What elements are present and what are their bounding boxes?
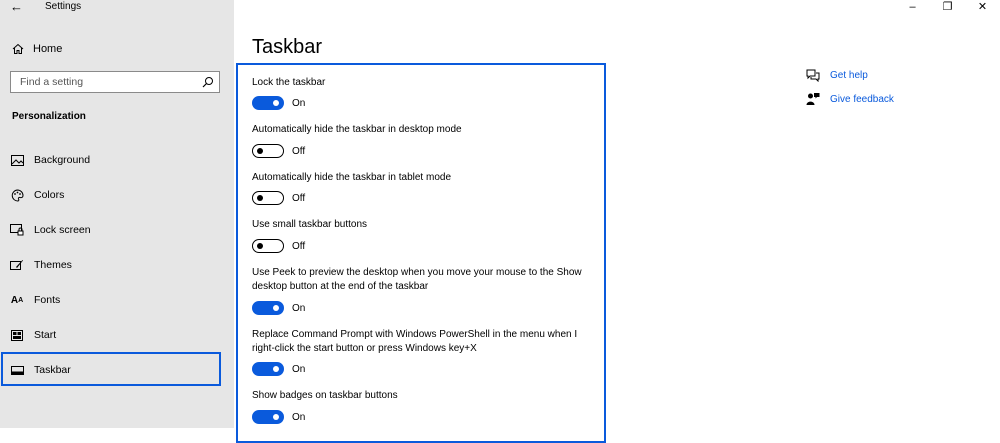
give-feedback-label: Give feedback	[830, 93, 894, 105]
search-input[interactable]	[20, 76, 200, 88]
toggle-lock-taskbar[interactable]	[252, 96, 284, 110]
get-help-label: Get help	[830, 70, 868, 81]
toggle-knob	[257, 243, 263, 249]
toggle-state-powershell: On	[292, 364, 306, 375]
give-feedback-link[interactable]	[806, 92, 894, 106]
sidebar-item-themes[interactable]	[10, 255, 72, 275]
setting-label-powershell: Replace Command Prompt with Windows PowerShell in the menu when I right-click the start button or press Windows key+X	[252, 329, 578, 354]
sidebar-item-label: Background	[34, 154, 91, 166]
toggle-state-peek: On	[292, 303, 306, 314]
setting-label-autohide-desktop: Automatically hide the taskbar in desktop mode	[252, 124, 462, 135]
search-icon[interactable]	[202, 76, 214, 88]
toggle-badges[interactable]	[252, 410, 284, 424]
toggle-powershell[interactable]	[252, 362, 284, 376]
toggle-state-autohide-tablet: Off	[292, 193, 306, 204]
toggle-knob	[257, 195, 263, 201]
sidebar-item-background[interactable]	[10, 150, 90, 170]
sidebar-item-label: Fonts	[34, 294, 61, 306]
page-title: Taskbar	[252, 36, 323, 58]
search-box[interactable]	[10, 71, 220, 93]
back-arrow-icon[interactable]: ←	[10, 0, 23, 14]
toggle-state-badges: On	[292, 412, 306, 423]
toggle-autohide-desktop[interactable]	[252, 144, 284, 158]
sidebar-item-label: Start	[34, 329, 57, 341]
setting-label-peek: Use Peek to preview the desktop when you move your mouse to the Show desktop button at the end of the taskbar	[252, 267, 582, 292]
toggle-peek[interactable]	[252, 301, 284, 315]
sidebar-item-start[interactable]	[10, 325, 56, 345]
toggle-knob	[273, 305, 279, 311]
home-icon	[12, 43, 24, 55]
toggle-knob	[273, 414, 279, 420]
settings-panel-highlight	[236, 63, 606, 443]
feedback-icon	[806, 92, 820, 106]
sidebar-item-label: Taskbar	[34, 364, 71, 376]
restore-button[interactable]: ❐	[942, 1, 953, 13]
sidebar-item-lock-screen[interactable]	[10, 220, 91, 240]
lock-screen-icon	[10, 223, 24, 237]
toggle-state-small-buttons: Off	[292, 241, 306, 252]
sidebar-item-label: Lock screen	[34, 224, 91, 236]
nav-home-label: Home	[33, 43, 63, 55]
toggle-small-buttons[interactable]	[252, 239, 284, 253]
taskbar-icon	[10, 363, 24, 377]
start-icon	[10, 328, 24, 342]
setting-label-autohide-tablet: Automatically hide the taskbar in tablet mode	[252, 172, 451, 183]
toggle-autohide-tablet[interactable]	[252, 191, 284, 205]
fonts-icon: A A	[10, 294, 24, 306]
toggle-state-autohide-desktop: Off	[292, 146, 306, 157]
window-controls	[895, 0, 1000, 16]
toggle-knob	[273, 366, 279, 372]
setting-label-small-buttons: Use small taskbar buttons	[252, 219, 368, 230]
get-help-link[interactable]	[806, 69, 868, 82]
nav-home[interactable]	[12, 41, 62, 57]
sidebar-item-fonts[interactable]	[10, 290, 60, 310]
app-title: Settings	[45, 1, 82, 12]
image-icon	[10, 153, 24, 167]
sidebar-item-label: Colors	[34, 189, 65, 201]
sidebar-item-colors[interactable]	[10, 185, 64, 205]
chat-help-icon	[806, 69, 820, 82]
section-title: Personalization	[12, 111, 86, 122]
setting-label-lock-taskbar: Lock the taskbar	[252, 77, 326, 88]
toggle-state-lock-taskbar: On	[292, 98, 306, 109]
close-button[interactable]: ✕	[977, 1, 988, 13]
minimize-button[interactable]: –	[909, 1, 916, 13]
toggle-knob	[257, 148, 263, 154]
sidebar-item-label: Themes	[34, 259, 72, 271]
sidebar	[0, 0, 234, 428]
palette-icon	[10, 188, 24, 202]
themes-icon	[10, 258, 24, 272]
toggle-knob	[273, 100, 279, 106]
setting-label-badges: Show badges on taskbar buttons	[252, 390, 398, 401]
sidebar-item-taskbar[interactable]	[10, 360, 71, 380]
title-bar	[0, 0, 234, 16]
